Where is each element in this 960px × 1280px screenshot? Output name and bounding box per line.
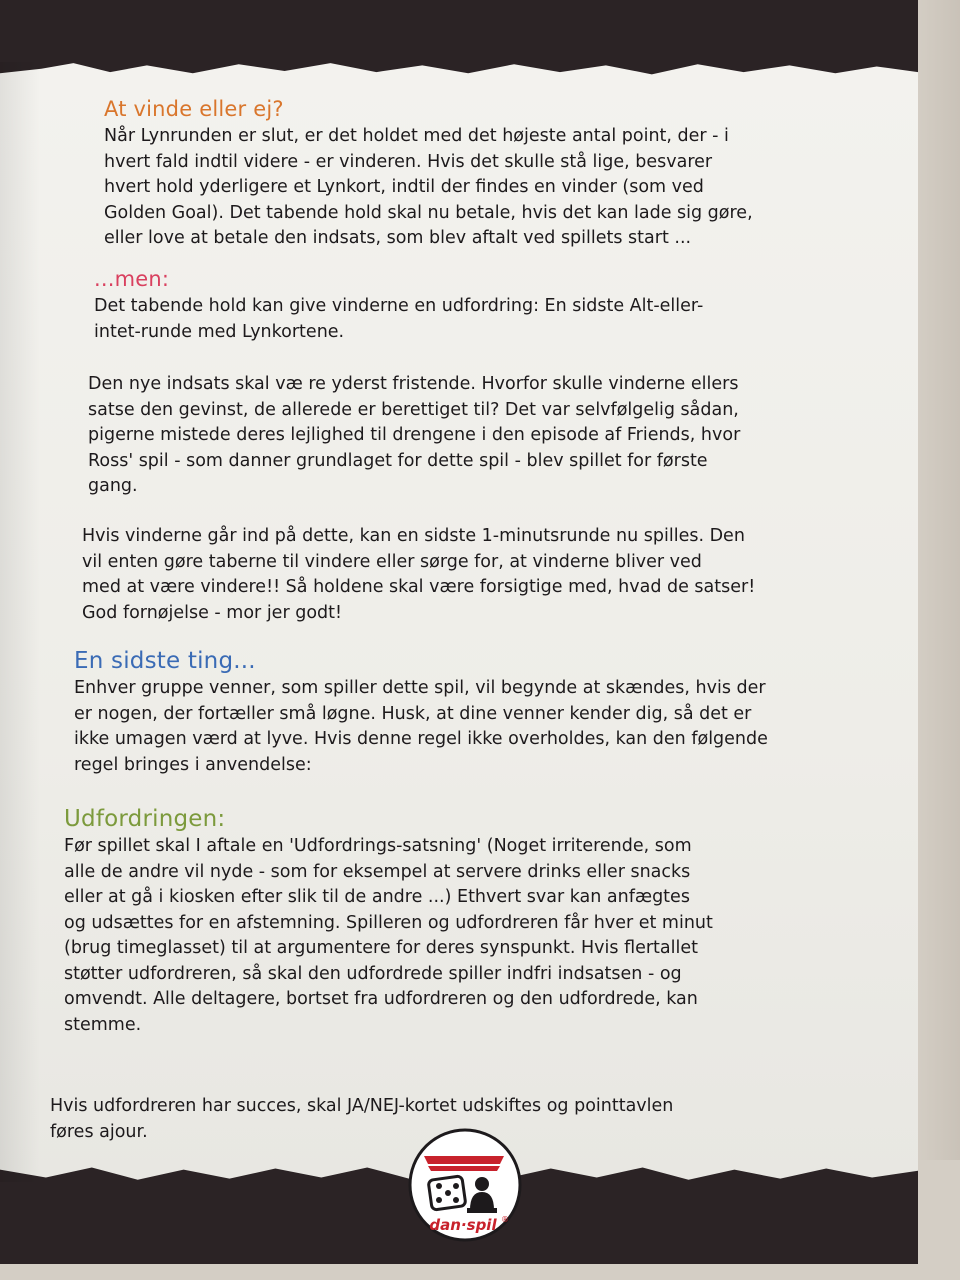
text-line: hvert hold yderligere et Lynkort, indtil der findes en vinder (som ved: [104, 177, 704, 197]
text-line: støtter udfordreren, så skal den udfordrede spiller indfri indsatsen - og: [64, 963, 682, 984]
text-line: Hvis udfordreren har succes, skal JA/NEJ-kortet udskiftes og pointtavlen: [50, 1096, 674, 1116]
text-line: regel bringes i anvendelse:: [74, 754, 312, 775]
text-line: vil enten gøre taberne til vindere eller sørge for, at vinderne bliver ved: [82, 551, 702, 572]
section-body: [94, 294, 703, 345]
text-line: føres ajour.: [50, 1121, 148, 1142]
text-line: og udsættes for en afstemning. Spilleren og udfordreren får hver et minut: [64, 912, 713, 933]
section-body: [82, 524, 755, 626]
section-heading: En sidste ting...: [74, 648, 256, 674]
text-line: Golden Goal). Det tabende hold skal nu betale, hvis det kan lade sig gøre,: [104, 202, 753, 223]
danspil-logo: [408, 1128, 522, 1242]
text-line: (brug timeglasset) til at argumentere for deres synspunkt. Hvis flertallet: [64, 938, 698, 958]
text-line: Når Lynrunden er slut, er det holdet med det højeste antal point, der - i: [104, 126, 729, 146]
text-line: intet-runde med Lynkortene.: [94, 321, 345, 342]
text-line: alle de andre vil nyde - som for eksempel at servere drinks eller snacks: [64, 861, 691, 882]
logo-registered-mark: ®: [501, 1215, 509, 1224]
text-line: God fornøjelse - mor jer godt!: [82, 602, 343, 623]
text-line: Enhver gruppe venner, som spiller dette spil, vil begynde at skændes, hvis der: [74, 678, 766, 698]
section-body: [50, 1094, 673, 1145]
text-line: er nogen, der fortæller små løgne. Husk, at dine venner kender dig, så det er: [74, 703, 752, 724]
text-line: Den nye indsats skal væ re yderst fristende. Hvorfor skulle vinderne ellers: [88, 374, 739, 394]
text-line: pigerne mistede deres lejlighed til drengene i den episode af Friends, hvor: [88, 425, 741, 445]
text-line: satse den gevinst, de allerede er berettiget til? Det var selvfølgelig sådan,: [88, 399, 739, 420]
section-heading: ...men:: [94, 267, 170, 291]
section-challenge: [64, 806, 713, 1038]
danspil-logo-icon: [408, 1128, 522, 1242]
text-line: omvendt. Alle deltagere, bortset fra udfordreren og den udfordrede, kan: [64, 989, 698, 1009]
text-line: eller love at betale den indsats, som blev aftalt ved spillets start ...: [104, 228, 692, 248]
section-one-last-thing: [74, 648, 768, 778]
text-line: hvert fald indtil videre - er vinderen. Hvis det skulle stå lige, besvarer: [104, 151, 713, 172]
section-heading: Udfordringen:: [64, 806, 226, 832]
text-line: gang.: [88, 476, 138, 496]
section-success: [50, 1094, 673, 1145]
text-line: eller at gå i kiosken efter slik til de andre ...) Ethvert svar kan anfægtes: [64, 887, 690, 907]
section-final-round: [82, 524, 755, 626]
section-winner: [104, 96, 753, 252]
section-body: [64, 834, 713, 1038]
text-line: stemme.: [64, 1014, 142, 1035]
text-line: Før spillet skal I aftale en 'Udfordrings-satsning' (Noget irriterende, som: [64, 836, 692, 856]
section-body: [74, 676, 768, 778]
text-line: Det tabende hold kan give vinderne en udfordring: En sidste Alt-eller-: [94, 296, 704, 316]
section-but: [94, 266, 703, 345]
text-line: Ross' spil - som danner grundlaget for dette spil - blev spillet for første: [88, 450, 708, 471]
logo-brand-text: dan·spil: [429, 1216, 497, 1234]
text-line: med at være vindere!! Så holdene skal være forsigtige med, hvad de satser!: [82, 577, 756, 597]
section-body: [104, 124, 753, 252]
section-heading: At vinde eller ej?: [104, 97, 284, 121]
section-body: [88, 372, 740, 500]
text-line: Hvis vinderne går ind på dette, kan en sidste 1-minutsrunde nu spilles. Den: [82, 526, 745, 546]
section-new-stake: [88, 372, 740, 500]
text-line: ikke umagen værd at lyve. Hvis denne regel ikke overholdes, kan den følgende: [74, 729, 768, 749]
